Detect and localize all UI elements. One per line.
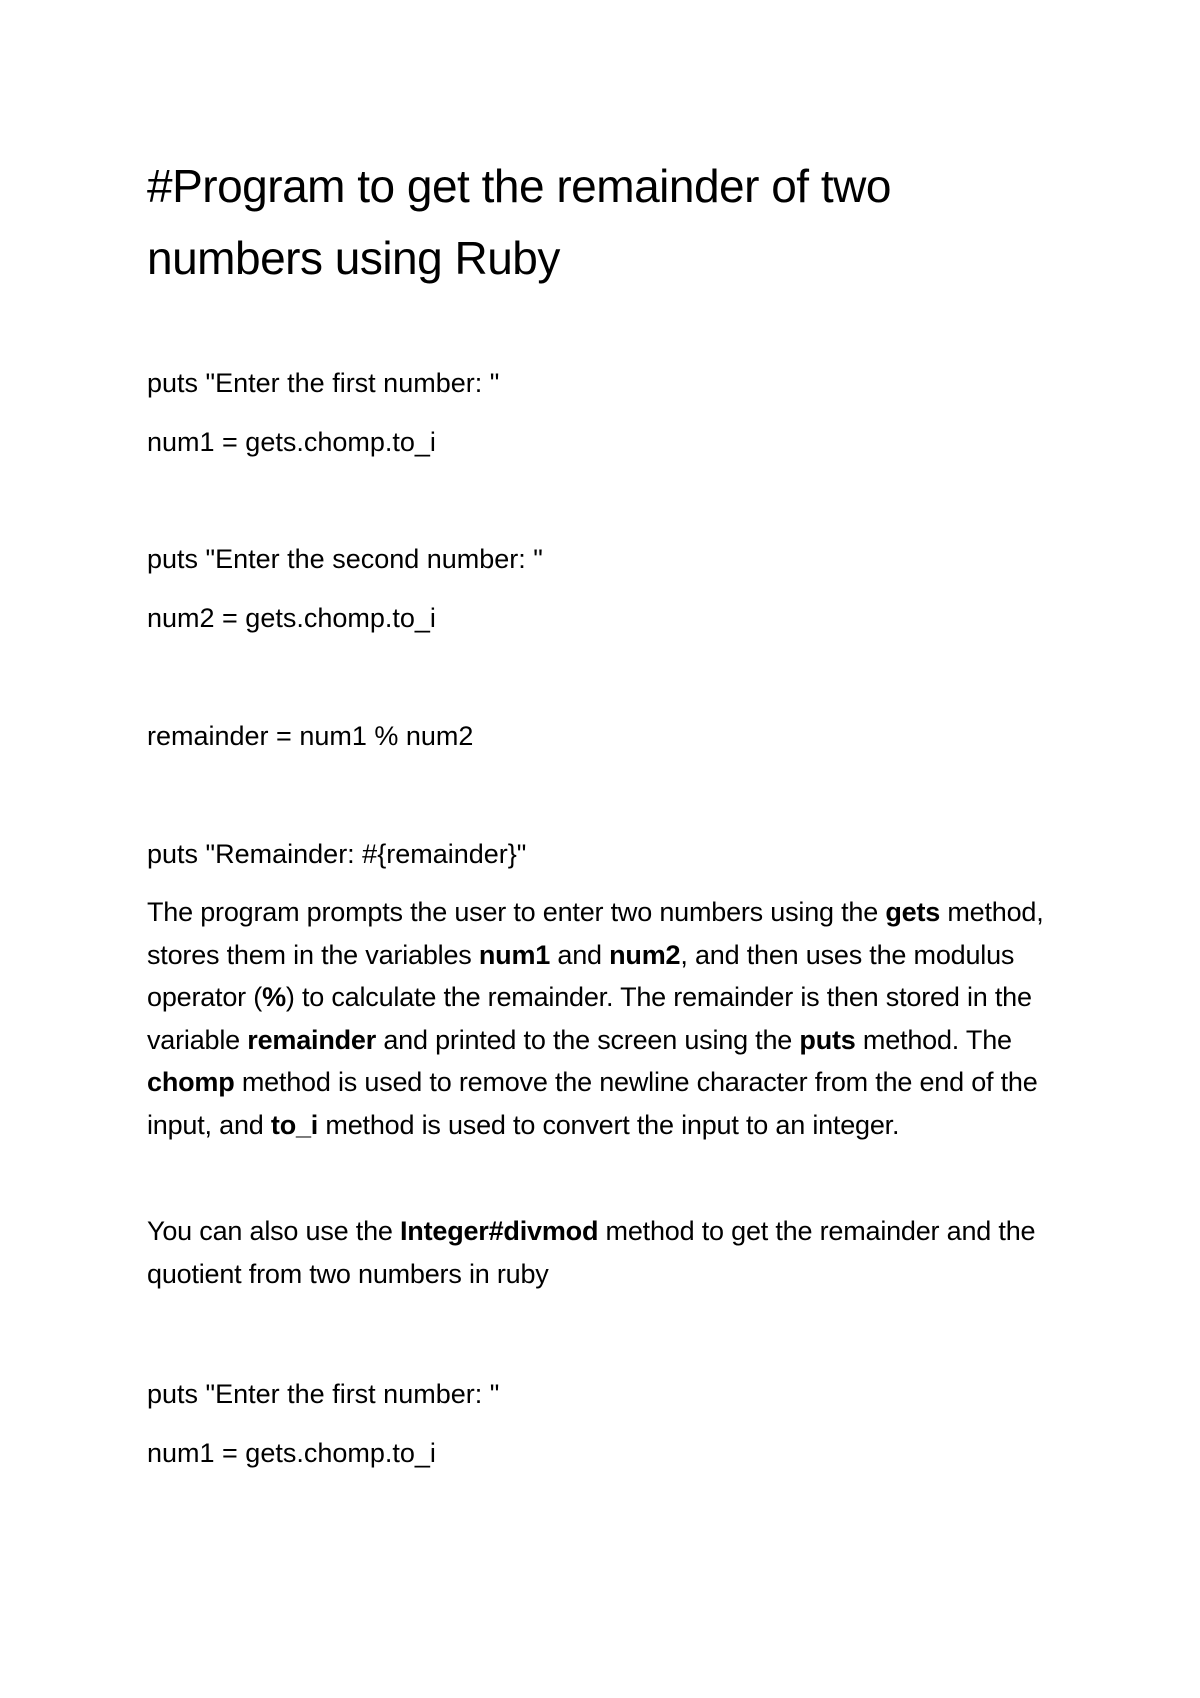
explanation-bold-term: % (262, 982, 286, 1012)
explanation-bold-term: num1 (478, 939, 551, 970)
explanation-text: method. The (855, 1024, 1012, 1055)
page-title: #Program to get the remainder of two numbers using Ruby (147, 160, 891, 284)
divmod-note-paragraph (147, 1210, 1077, 1295)
code-line: remainder = num1 % num2 (147, 721, 474, 751)
explanation-bold-term: puts (799, 1024, 856, 1055)
code-line: puts "Enter the first number: " (147, 368, 500, 398)
code-line: puts "Enter the first number: " (147, 1379, 500, 1409)
explanation-paragraph (147, 891, 1077, 1146)
explanation-text: The program prompts the user to enter two numbers using the (147, 897, 886, 927)
explanation-bold-term: gets (885, 897, 941, 927)
code-line: puts "Enter the second number: " (147, 544, 543, 574)
explanation-text: , and then uses the modulus operator ( (147, 939, 1015, 1012)
explanation-bold-term: to_i (270, 1109, 319, 1140)
explanation-text: ) to calculate the remainder. The remainder is then stored in the variable (147, 982, 1032, 1055)
code-line: num1 = gets.chomp.to_i (147, 427, 436, 457)
explanation-text: and (550, 939, 610, 970)
code-line: puts "Remainder: #{remainder}" (147, 839, 527, 869)
explanation-text: method is used to convert the input to an integer. (318, 1109, 900, 1140)
note-text: You can also use the (147, 1216, 400, 1246)
explanation-text: and printed to the screen using the (376, 1024, 800, 1055)
explanation-bold-term: remainder (247, 1024, 377, 1055)
explanation-text: method is used to remove the newline character from the end of the input, and (147, 1067, 1038, 1140)
explanation-text: method, stores them in the variables (147, 897, 1044, 970)
code-line: num1 = gets.chomp.to_i (147, 1438, 436, 1468)
explanation-bold-term: num2 (609, 939, 681, 970)
code-line: num2 = gets.chomp.to_i (147, 603, 436, 633)
note-bold-term: Integer#divmod (400, 1216, 599, 1246)
explanation-bold-term: chomp (147, 1067, 235, 1097)
note-text: method to get the remainder and the quotient from two numbers in ruby (147, 1216, 1036, 1289)
